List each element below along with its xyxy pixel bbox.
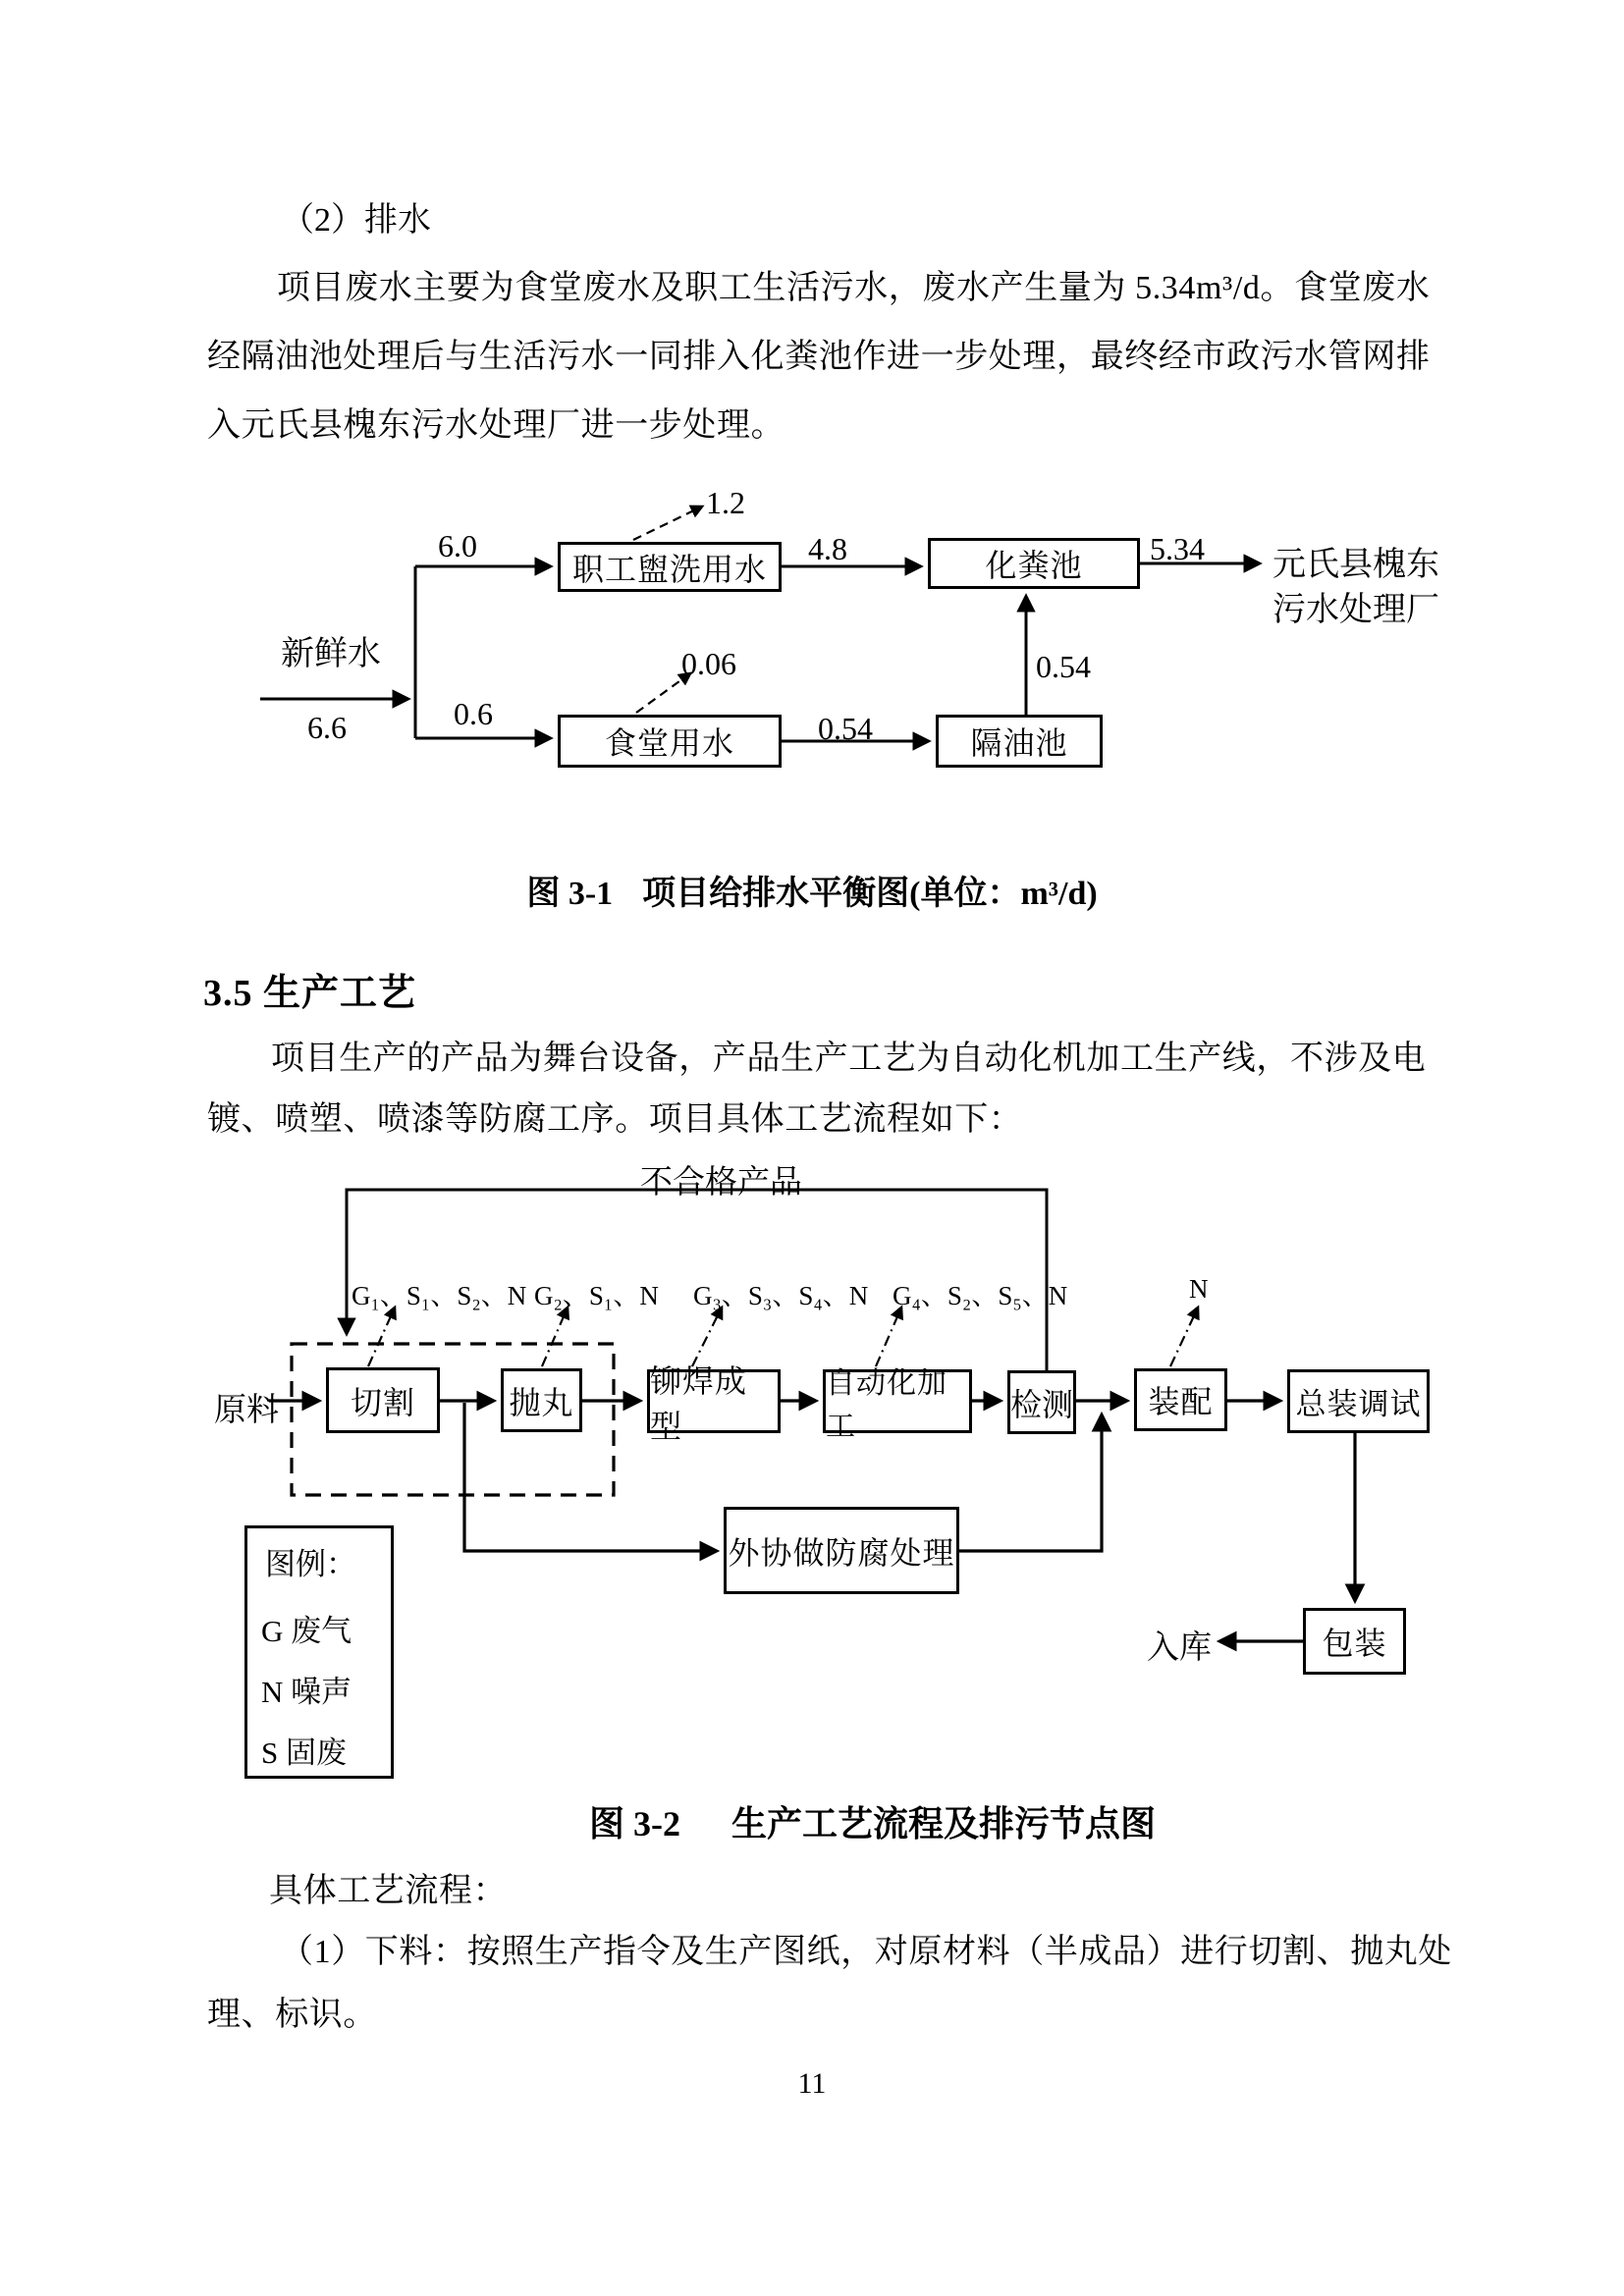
fig2-node-label: 切割 [350, 1384, 415, 1420]
fig2-node-final-assembly-debug [1287, 1369, 1430, 1433]
fig1-label-fresh-water: 新鲜水 [281, 636, 381, 672]
fig1-label-wwtp-line1: 元氏县槐东 [1272, 547, 1439, 583]
section-3-5-paragraph-line: 镀、喷塑、喷漆等防腐工序。项目具体工艺流程如下： [207, 1101, 1023, 1138]
process-detail-lead: 具体工艺流程： [269, 1873, 508, 1909]
fig2-node-label: 抛丸 [509, 1384, 574, 1420]
fig2-node-label: 包装 [1322, 1626, 1387, 1661]
fig1-flow-to-wash-value: 6.0 [438, 528, 477, 563]
fig2-node-assembly [1134, 1368, 1227, 1431]
fig1-flow-canteen-out-value: 0.54 [818, 711, 873, 746]
fig1-node-grease-trap [936, 715, 1103, 768]
fig2-label-raw-material: 原料 [214, 1393, 279, 1428]
drainage-paragraph-line: 入元氏县槐东污水处理厂进一步处理。 [207, 407, 785, 444]
figure-3-1-caption-title: 项目给排水平衡图(单位：m³/d) [642, 876, 1098, 912]
process-detail-line: （1）下料：按照生产指令及生产图纸，对原材料（半成品）进行切割、抛丸处 [280, 1934, 1452, 1970]
fig2-node-label: 装配 [1148, 1384, 1214, 1419]
fig2-label-storage: 入库 [1147, 1630, 1212, 1666]
fig1-flow-input-value: 6.6 [307, 710, 347, 745]
fig1-node-label: 食堂用水 [604, 725, 734, 761]
fig2-node-label: 外协做防腐处理 [728, 1534, 955, 1571]
fig2-node-packaging [1303, 1608, 1406, 1675]
fig2-node-label: 自动化加工 [826, 1366, 947, 1443]
fig2-node-label: 总装调试 [1295, 1387, 1422, 1421]
process-detail-line: 理、标识。 [207, 1997, 377, 2033]
fig1-flow-grease-up-value: 0.54 [1036, 649, 1091, 684]
fig1-node-staff-wash-water [558, 542, 782, 592]
fig2-reject-product-label: 不合格产品 [640, 1165, 802, 1201]
fig2-node-label: 铆焊成型 [650, 1362, 748, 1444]
fig2-node-rivet-welding [647, 1362, 781, 1444]
fig2-node-shot-blasting [501, 1368, 582, 1432]
figure-3-2-caption-number: 图 3-2 [589, 1804, 680, 1843]
fig2-pollutant-label-assembly: N [1189, 1274, 1209, 1304]
section-3-5-heading: 3.5 生产工艺 [203, 973, 417, 1014]
fig1-label-wwtp [1272, 543, 1439, 633]
figure-3-2-process-flow-diagram [187, 1148, 1492, 1787]
fig2-node-auto-machining [823, 1366, 972, 1443]
fig1-node-label: 职工盥洗用水 [571, 551, 767, 587]
fig1-node-label: 隔油池 [970, 725, 1068, 761]
figure-3-2-caption-title: 生产工艺流程及排污节点图 [731, 1804, 1157, 1843]
section-3-5-paragraph-line: 项目生产的产品为舞台设备，产品生产工艺为自动化机加工生产线，不涉及电 [271, 1041, 1427, 1077]
fig2-node-cutting [326, 1367, 440, 1433]
figure-3-1-water-balance-diagram [167, 471, 1463, 805]
fig2-pollutant-label-rivet-welding: G₃、S₃、S₄、N [693, 1281, 869, 1310]
drainage-paragraph-line: 项目废水主要为食堂废水及职工生活污水，废水产生量为 5.34m³/d。食堂废水 [277, 270, 1431, 306]
fig2-legend-item-noise: N 噪声 [261, 1675, 352, 1709]
fig1-flow-to-canteen-value: 0.6 [454, 696, 493, 731]
fig1-flow-septic-out-value: 5.34 [1150, 531, 1205, 566]
fig2-node-label: 检测 [1010, 1386, 1074, 1422]
fig2-node-inspection [1007, 1370, 1076, 1434]
fig2-legend-item-solid-waste: S 固废 [261, 1735, 347, 1770]
fig1-flow-wash-loss-value: 1.2 [706, 485, 745, 520]
fig1-flow-canteen-loss-value: 0.06 [681, 646, 736, 681]
fig1-node-canteen-water [558, 715, 782, 768]
fig1-node-label: 化粪池 [985, 548, 1083, 583]
fig2-node-outsourced-anticorrosion [724, 1507, 959, 1594]
drainage-paragraph-line: 经隔油池处理后与生活污水一同排入化粪池作进一步处理，最终经市政污水管网排 [207, 339, 1431, 375]
figure-3-1-caption [0, 866, 1624, 914]
fig2-legend-item-gas: G 废气 [261, 1614, 352, 1648]
fig1-node-septic-tank [928, 538, 1140, 589]
figure-3-1-caption-number: 图 3-1 [526, 876, 614, 912]
figure-3-2-caption [589, 1796, 1156, 1846]
fig2-pollutant-label-cutting: G₁、S₁、S₂、N [352, 1281, 527, 1310]
fig1-label-wwtp-line2: 污水处理厂 [1272, 592, 1439, 628]
fig1-flow-wash-out-value: 4.8 [808, 531, 847, 566]
fig2-legend-title: 图例： [265, 1547, 356, 1581]
fig2-pollutant-label-shot-blasting: G₂、S₁、N [534, 1281, 659, 1310]
fig2-pollutant-label-auto-machining: G₄、S₂、S₅、N [893, 1281, 1068, 1310]
drainage-heading: （2）排水 [281, 202, 431, 239]
page-number: 11 [797, 2067, 827, 2100]
